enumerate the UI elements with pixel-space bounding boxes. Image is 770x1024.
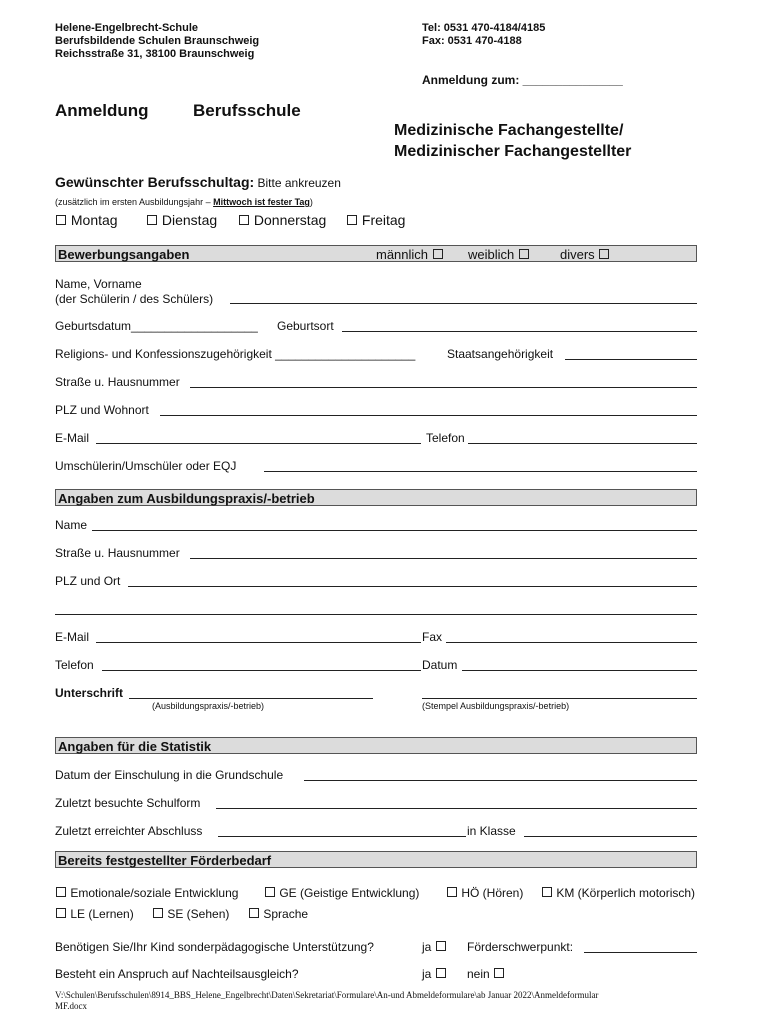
phone-label: Telefon bbox=[426, 431, 465, 445]
gender-female-option[interactable] bbox=[468, 246, 530, 263]
email-input[interactable] bbox=[96, 443, 421, 444]
contact-block bbox=[422, 22, 545, 48]
option-label: nein bbox=[467, 967, 490, 981]
email-label: E-Mail bbox=[55, 431, 90, 445]
checkbox-icon[interactable] bbox=[147, 215, 157, 225]
praxis-date-label: Datum bbox=[422, 658, 458, 672]
praxis-date-input[interactable] bbox=[462, 670, 697, 671]
option-label: HÖ (Hören) bbox=[461, 886, 524, 900]
registration-date-field[interactable]: Anmeldung zum: _______________ bbox=[422, 73, 623, 87]
option-label: ja bbox=[422, 940, 432, 954]
schoolday-note-bold: Mittwoch ist fester Tag bbox=[213, 197, 310, 207]
support-yes-option[interactable] bbox=[422, 940, 447, 954]
name-input[interactable] bbox=[230, 303, 697, 304]
option-label: ja bbox=[422, 967, 432, 981]
nationality-input[interactable] bbox=[565, 359, 697, 360]
umschueler-label: Umschülerin/Umschüler oder EQJ bbox=[55, 459, 237, 473]
day-option-donnerstag[interactable] bbox=[238, 212, 326, 228]
checkbox-icon[interactable] bbox=[347, 215, 357, 225]
section-praxis bbox=[55, 489, 697, 506]
street-input[interactable] bbox=[190, 387, 697, 388]
checkbox-icon[interactable] bbox=[447, 887, 457, 897]
praxis-name-input[interactable] bbox=[92, 530, 697, 531]
option-label: Emotionale/soziale Entwicklung bbox=[70, 886, 239, 900]
section-heading: Angaben zum Ausbildungspraxis/-betrieb bbox=[58, 491, 315, 506]
section-bewerbung bbox=[55, 245, 697, 262]
schoolday-note-pre: (zusätzlich im ersten Ausbildungsjahr – bbox=[55, 197, 214, 207]
praxis-fax-input[interactable] bbox=[446, 642, 697, 643]
checkbox-icon[interactable] bbox=[433, 249, 443, 259]
file-path-line-1: V:\Schulen\Berufsschulen\8914_BBS_Helene_Engelbrecht\Daten\Sekretariat\Formulare\An-und Abmeldeformulare\ab Januar 2022\Anmeldeformular bbox=[55, 990, 599, 1000]
foerder-option-sprache[interactable] bbox=[248, 907, 308, 921]
checkbox-icon[interactable] bbox=[153, 908, 163, 918]
file-path-footer bbox=[55, 990, 715, 1012]
phone-number: Tel: 0531 470-4184/4185 bbox=[422, 22, 546, 34]
foerder-option-ge[interactable] bbox=[264, 886, 419, 900]
schulform-label: Zuletzt besuchte Schulform bbox=[55, 796, 201, 810]
section-foerder bbox=[55, 851, 697, 868]
day-label: Freitag bbox=[361, 212, 406, 228]
foerder-option-emotional[interactable] bbox=[55, 886, 238, 900]
gender-male-option[interactable] bbox=[376, 246, 444, 263]
religion-label[interactable]: Religions- und Konfessionszugehörigkeit _____________________ bbox=[55, 347, 416, 361]
plz-input[interactable] bbox=[160, 415, 697, 416]
checkbox-icon[interactable] bbox=[542, 887, 552, 897]
foerder-option-sehen[interactable] bbox=[152, 907, 229, 921]
gender-label: weiblich bbox=[468, 247, 515, 262]
checkbox-icon[interactable] bbox=[436, 941, 446, 951]
name-label: Name, Vorname bbox=[55, 277, 142, 291]
praxis-phone-input[interactable] bbox=[102, 670, 421, 671]
support-question: Benötigen Sie/Ihr Kind sonderpädagogische Unterstützung? bbox=[55, 940, 374, 954]
day-label: Montag bbox=[70, 212, 118, 228]
schoolday-heading: Gewünschter Berufsschultag: bbox=[55, 174, 255, 190]
checkbox-icon[interactable] bbox=[239, 215, 249, 225]
praxis-street-label: Straße u. Hausnummer bbox=[55, 546, 180, 560]
nachteil-no-option[interactable] bbox=[467, 967, 505, 981]
nachteil-yes-option[interactable] bbox=[422, 967, 447, 981]
section-heading: Bereits festgestellter Förderbedarf bbox=[58, 853, 272, 868]
signature-label: Unterschrift bbox=[55, 686, 124, 700]
profession-title bbox=[394, 120, 631, 162]
day-label: Donnerstag bbox=[253, 212, 327, 228]
gender-label: divers bbox=[560, 247, 595, 262]
stamp-sublabel: (Stempel Ausbildungspraxis/-betrieb) bbox=[422, 701, 570, 711]
praxis-phone-label: Telefon bbox=[55, 658, 94, 672]
einschulung-input[interactable] bbox=[304, 780, 697, 781]
schoolday-heading-row bbox=[55, 174, 341, 190]
schulform-input[interactable] bbox=[216, 808, 697, 809]
form-title: Anmeldung bbox=[55, 101, 149, 120]
praxis-fax-label: Fax bbox=[422, 630, 443, 644]
checkbox-icon[interactable] bbox=[436, 968, 446, 978]
foerder-option-lernen[interactable] bbox=[55, 907, 134, 921]
gender-label: männlich bbox=[376, 247, 429, 262]
praxis-plz-input[interactable] bbox=[128, 586, 697, 587]
day-option-dienstag[interactable] bbox=[146, 212, 217, 228]
form-title-type: Berufsschule bbox=[193, 101, 301, 120]
checkbox-icon[interactable] bbox=[265, 887, 275, 897]
birthplace-label: Geburtsort bbox=[277, 319, 334, 333]
klasse-input[interactable] bbox=[524, 836, 697, 837]
section-statistik bbox=[55, 737, 697, 754]
day-option-montag[interactable] bbox=[55, 212, 118, 228]
foerder-option-km[interactable] bbox=[541, 886, 695, 900]
abschluss-label: Zuletzt erreichter Abschluss bbox=[55, 824, 203, 838]
praxis-street-input[interactable] bbox=[190, 558, 697, 559]
schoolday-note bbox=[55, 197, 313, 207]
praxis-email-label: E-Mail bbox=[55, 630, 90, 644]
nationality-label: Staatsangehörigkeit bbox=[447, 347, 554, 361]
checkbox-icon[interactable] bbox=[494, 968, 504, 978]
file-path-line-2: MF.docx bbox=[55, 1001, 88, 1011]
praxis-name-label: Name bbox=[55, 518, 88, 532]
day-option-freitag[interactable] bbox=[346, 212, 405, 228]
signature-input[interactable] bbox=[129, 698, 373, 699]
checkbox-icon[interactable] bbox=[56, 908, 66, 918]
fax-number: Fax: 0531 470-4188 bbox=[422, 35, 522, 47]
praxis-extra-line[interactable] bbox=[55, 614, 697, 615]
profession-line-1: Medizinische Fachangestellte/ bbox=[394, 122, 624, 139]
option-label: LE (Lernen) bbox=[70, 907, 134, 921]
school-address: Reichsstraße 31, 38100 Braunschweig bbox=[55, 48, 255, 60]
schwerpunkt-input[interactable] bbox=[584, 952, 697, 953]
einschulung-label: Datum der Einschulung in die Grundschule bbox=[55, 768, 284, 782]
checkbox-icon[interactable] bbox=[599, 249, 609, 259]
schoolday-hint: Bitte ankreuzen bbox=[257, 176, 341, 190]
option-label: Sprache bbox=[263, 907, 309, 921]
klasse-label: in Klasse bbox=[467, 824, 516, 838]
school-subtitle: Berufsbildende Schulen Braunschweig bbox=[55, 35, 260, 47]
school-name: Helene-Engelbrecht-Schule bbox=[55, 22, 199, 34]
checkbox-icon[interactable] bbox=[56, 887, 66, 897]
abschluss-input[interactable] bbox=[218, 836, 466, 837]
stamp-input[interactable] bbox=[422, 698, 697, 699]
option-label: SE (Sehen) bbox=[167, 907, 230, 921]
school-header bbox=[55, 22, 259, 61]
street-label: Straße u. Hausnummer bbox=[55, 375, 180, 389]
checkbox-icon[interactable] bbox=[56, 215, 66, 225]
plz-label: PLZ und Wohnort bbox=[55, 403, 149, 417]
option-label: GE (Geistige Entwicklung) bbox=[279, 886, 420, 900]
foerder-option-hoeren[interactable] bbox=[446, 886, 523, 900]
phone-input[interactable] bbox=[468, 443, 697, 444]
section-heading: Bewerbungsangaben bbox=[58, 247, 190, 262]
checkbox-icon[interactable] bbox=[519, 249, 529, 259]
signature-sublabel: (Ausbildungspraxis/-betrieb) bbox=[152, 701, 265, 711]
section-heading: Angaben für die Statistik bbox=[58, 739, 212, 754]
schoolday-note-post: ) bbox=[309, 197, 313, 207]
profession-line-2: Medizinischer Fachangestellter bbox=[394, 143, 632, 160]
gender-diverse-option[interactable] bbox=[560, 246, 610, 263]
praxis-email-input[interactable] bbox=[96, 642, 421, 643]
checkbox-icon[interactable] bbox=[249, 908, 259, 918]
nachteil-question: Besteht ein Anspruch auf Nachteilsausgleich? bbox=[55, 967, 299, 981]
birthplace-input[interactable] bbox=[342, 331, 697, 332]
day-label: Dienstag bbox=[161, 212, 218, 228]
umschueler-input[interactable] bbox=[264, 471, 697, 472]
name-sublabel: (der Schülerin / des Schülers) bbox=[55, 292, 214, 306]
praxis-plz-label: PLZ und Ort bbox=[55, 574, 121, 588]
option-label: KM (Körperlich motorisch) bbox=[556, 886, 696, 900]
schwerpunkt-label: Förderschwerpunkt: bbox=[467, 940, 574, 954]
birthdate-label[interactable]: Geburtsdatum___________________ bbox=[55, 319, 258, 333]
